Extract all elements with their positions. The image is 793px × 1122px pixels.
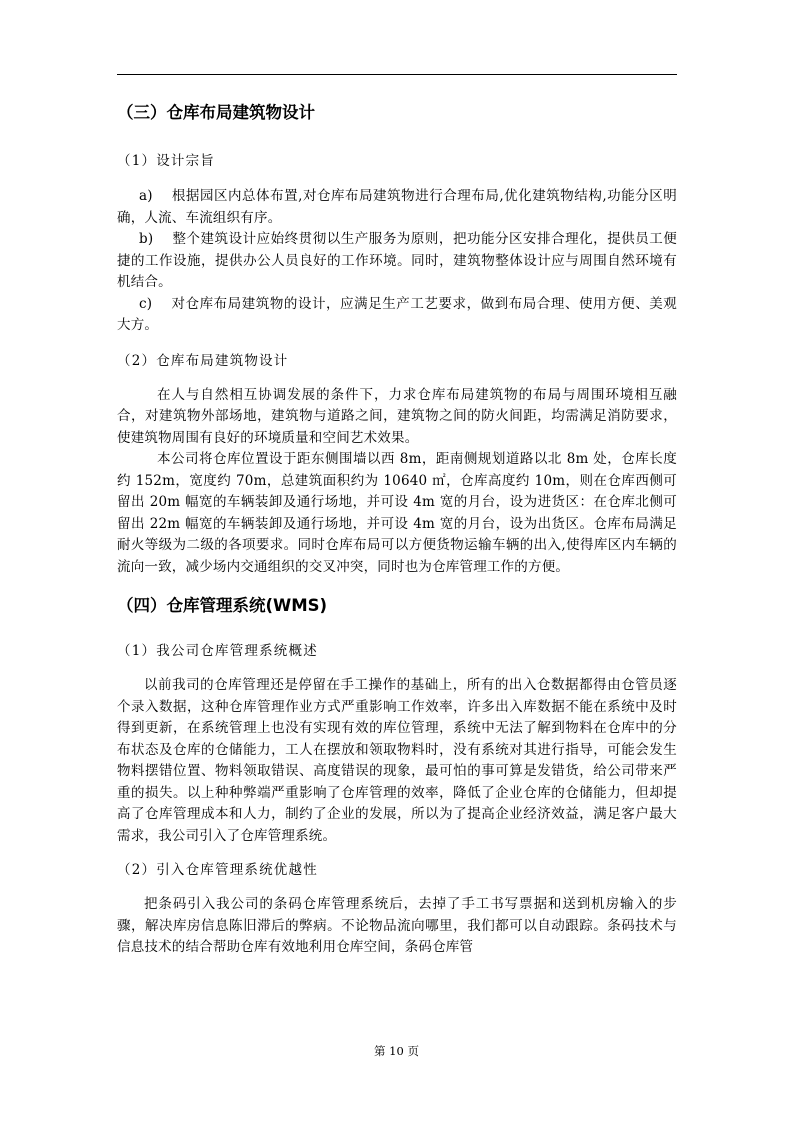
paragraph: 以前我司的仓库管理还是停留在手工操作的基础上，所有的出入仓数据都得由仓管员逐个录入数据，这种仓库管理作业方式严重影响工作效率，许多出入库数据不能在系统中及时得到更新，在系统管理上也没有实现有效的库位管理，系统中无法了解到物料在仓库中的分布状态及仓库的仓储能力，工人在摆放和领取物料时，没有系统对其进行指导，可能会发生物料摆错位置、物料领取错误、高度错误的现象，最可怕的事可算是发错货，给公司带来严重的损失。以上种种弊端严重影响了仓库管理的效率，降低了企业仓库的仓储能力，但却提高了仓库管理成本和人力，制约了企业的发展，所以为了提高企业经济效益，满足客户最大需求，我公司引入了仓库管理系统。 — [117, 677, 677, 844]
list-item-b: b) 整个建筑设计应始终贯彻以生产服务为原则，把功能分区安排合理化，提供员工便捷的工作设施，提供办公人员良好的工作环境。同时，建筑物整体设计应与周围自然环境有机结合。 — [117, 231, 677, 290]
paragraph: 本公司将仓库位置设于距东侧围墙以西 8m，距南侧规划道路以北 8m 处，仓库长度约 152m，宽度约 70m，总建筑面积约为 10640 ㎡，仓库高度约 10m，则在仓库西侧可留出 20m 幅宽的车辆装卸及通行场地，并可设 4m 宽的月台，设为进货区：在仓库北侧可留出 22m 幅宽的车辆装卸及通行场地，并可设 4m 宽的月台，设为出货区。仓库布局满足耐火等级为二级的各项要求。同时仓库布局可以方便货物运输车辆的出入,使得库区内车辆的流向一致，减少场内交通组织的交叉冲突，同时也为仓库管理工作的方便。 — [117, 451, 677, 575]
section-3-sub-2-heading: （2）仓库布局建筑物设计 — [117, 352, 289, 369]
section-4-sub-1-heading: （1）我公司仓库管理系统概述 — [117, 643, 318, 659]
paragraph: 在人与自然相互协调发展的条件下，力求仓库布局建筑物的布局与周围环境相互融合，对建筑物外部场地，建筑物与道路之间，建筑物之间的防火间距，均需满足消防要求，使建筑物周围有良好的环境质量和空间艺术效果。 — [117, 386, 677, 446]
section-3-title: （三）仓库布局建筑物设计 — [117, 103, 315, 122]
paragraph: 把条码引入我公司的条码仓库管理系统后，去掉了手工书写票据和送到机房输入的步骤，解决库房信息陈旧滞后的弊病。不论物品流向哪里，我们都可以自动跟踪。条码技术与信息技术的结合帮助仓库有效地利用仓库空间，条码仓库管 — [117, 896, 677, 955]
section-4-sub-2-heading: （2）引入仓库管理系统优越性 — [117, 862, 318, 878]
header-rule — [117, 74, 677, 75]
page-number: 第 10 页 — [374, 1044, 419, 1058]
page-content — [117, 102, 677, 959]
list-item-c: c) 对仓库布局建筑物的设计，应满足生产工艺要求，做到布局合理、使用方便、美观大方。 — [117, 295, 677, 333]
section-4-title: （四）仓库管理系统(WMS) — [117, 596, 328, 615]
section-3-sub-1-heading: （1）设计宗旨 — [117, 153, 215, 169]
list-item-a: a) 根据园区内总体布置,对仓库布局建筑物进行合理布局,优化建筑物结构,功能分区明确，人流、车流组织有序。 — [117, 188, 677, 226]
